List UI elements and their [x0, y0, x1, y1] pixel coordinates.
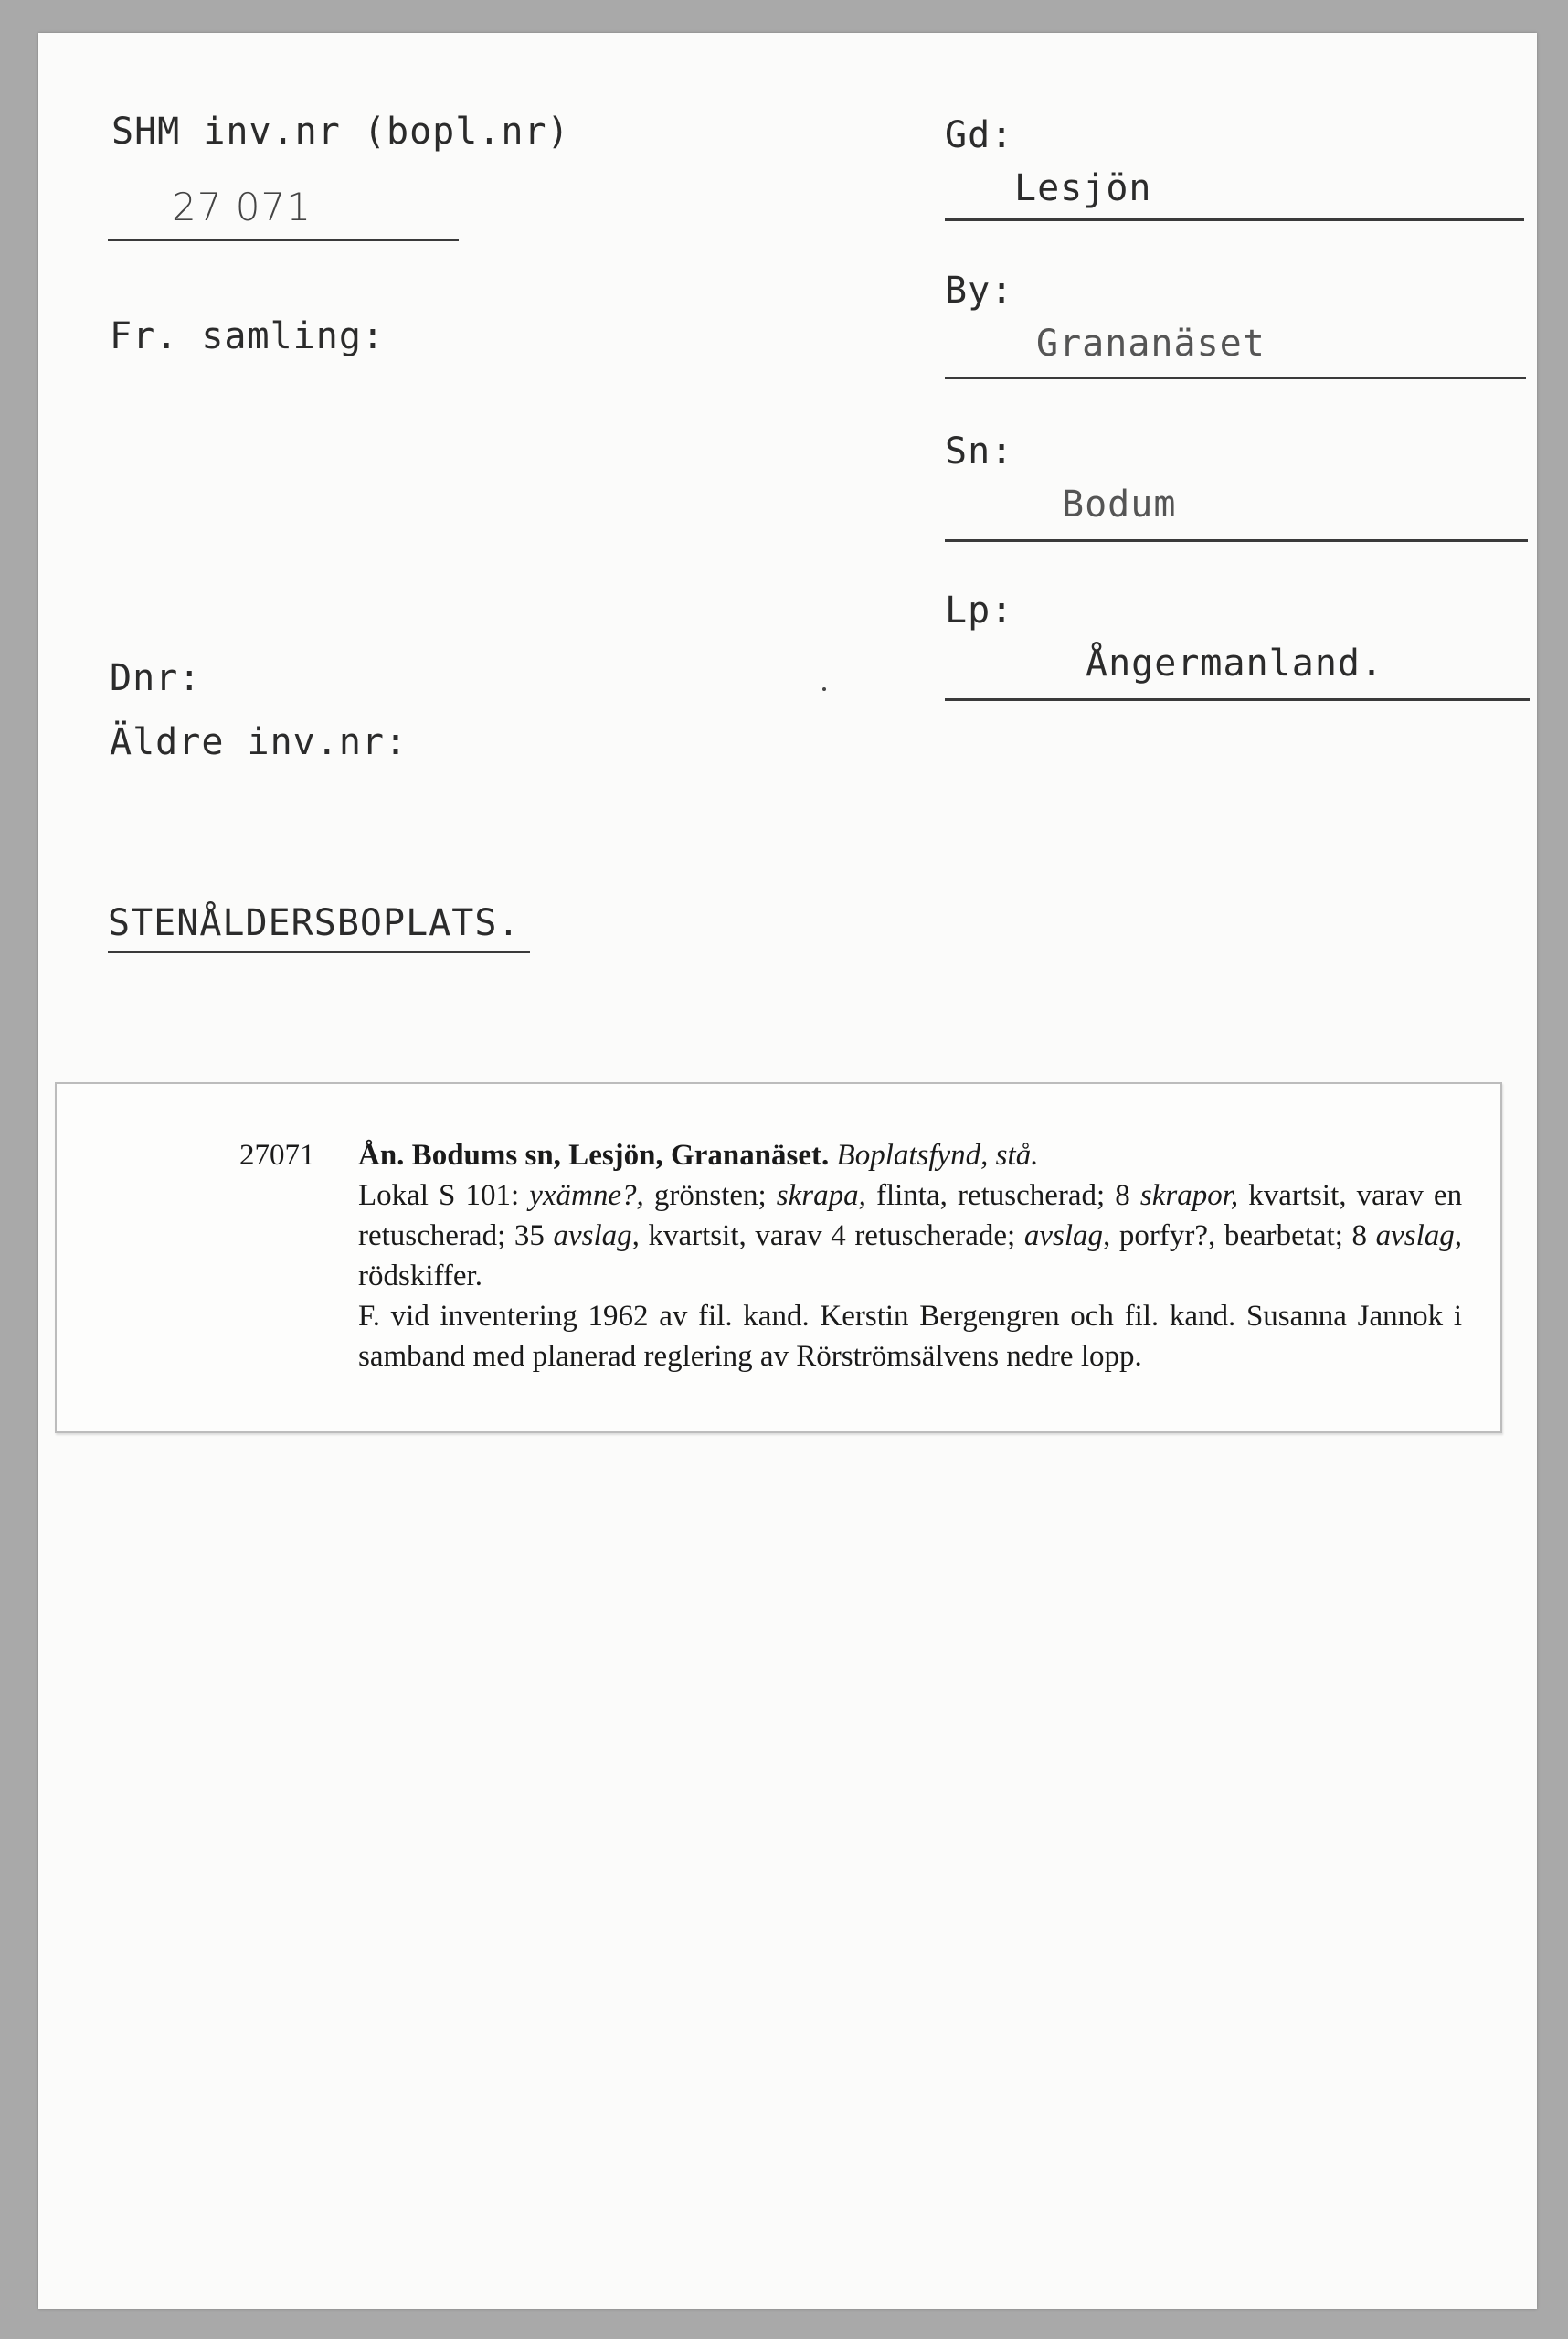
dnr-label: Dnr:	[110, 657, 202, 699]
aldre-inv-label: Äldre inv.nr:	[110, 721, 408, 763]
inv-nr-value: 27 071	[172, 185, 312, 229]
lp-rule	[945, 698, 1530, 701]
category-label: STENÅLDERSBOPLATS.	[108, 902, 521, 944]
fr-samling-label: Fr. samling:	[110, 315, 385, 357]
sn-rule	[945, 539, 1528, 542]
sn-value: Bodum	[1062, 484, 1177, 526]
desc-italic: skrapor,	[1139, 1179, 1239, 1212]
clipping-description	[358, 1175, 1462, 1296]
speck	[822, 687, 826, 691]
category-underline	[108, 951, 530, 953]
desc-part: kvartsit, varav 4 retuscherade;	[648, 1219, 1016, 1252]
clipping-heading-bold: Ån. Bodums sn, Lesjön, Grananäset.	[358, 1139, 830, 1172]
desc-part: rödskiffer.	[358, 1260, 482, 1292]
clipping-heading	[358, 1135, 1462, 1175]
desc-italic: avslag,	[1375, 1219, 1463, 1252]
clipping-number: 27071	[239, 1139, 315, 1172]
pasted-clipping	[55, 1082, 1502, 1433]
inv-nr-rule	[108, 239, 459, 241]
desc-part: flinta, retuscherad; 8	[875, 1179, 1130, 1212]
inv-nr-label: SHM inv.nr (bopl.nr)	[111, 111, 570, 153]
catalog-card	[38, 33, 1537, 2309]
desc-part: kvartsit, varav en retuscherad; 35	[358, 1179, 1463, 1252]
by-value: Grananäset	[1036, 323, 1266, 365]
lp-label: Lp:	[945, 590, 1014, 632]
gd-value: Lesjön	[1014, 167, 1152, 209]
gd-label: Gd:	[945, 114, 1014, 156]
desc-italic: yxämne?,	[529, 1179, 644, 1212]
by-rule	[945, 377, 1526, 379]
desc-part: grönsten;	[653, 1179, 767, 1212]
clipping-find-info: F. vid inventering 1962 av fil. kand. Kerstin Bergengren och fil. kand. Susanna Jannok i samband med planerad reglering av Rörströmsälvens nedre lopp.	[358, 1300, 1462, 1373]
sn-label: Sn:	[945, 431, 1014, 473]
desc-part: Lokal S 101:	[358, 1179, 520, 1212]
lp-value: Ångermanland.	[1086, 643, 1384, 685]
desc-italic: avslag,	[1023, 1219, 1111, 1252]
by-label: By:	[945, 270, 1014, 312]
desc-italic: avslag,	[553, 1219, 640, 1252]
desc-italic: skrapa,	[776, 1179, 866, 1212]
clipping-heading-italic: Boplatsfynd, stå.	[836, 1139, 1039, 1172]
desc-part: porfyr?, bearbetat; 8	[1118, 1219, 1368, 1252]
gd-rule	[945, 218, 1524, 221]
clipping-body	[358, 1135, 1462, 1377]
